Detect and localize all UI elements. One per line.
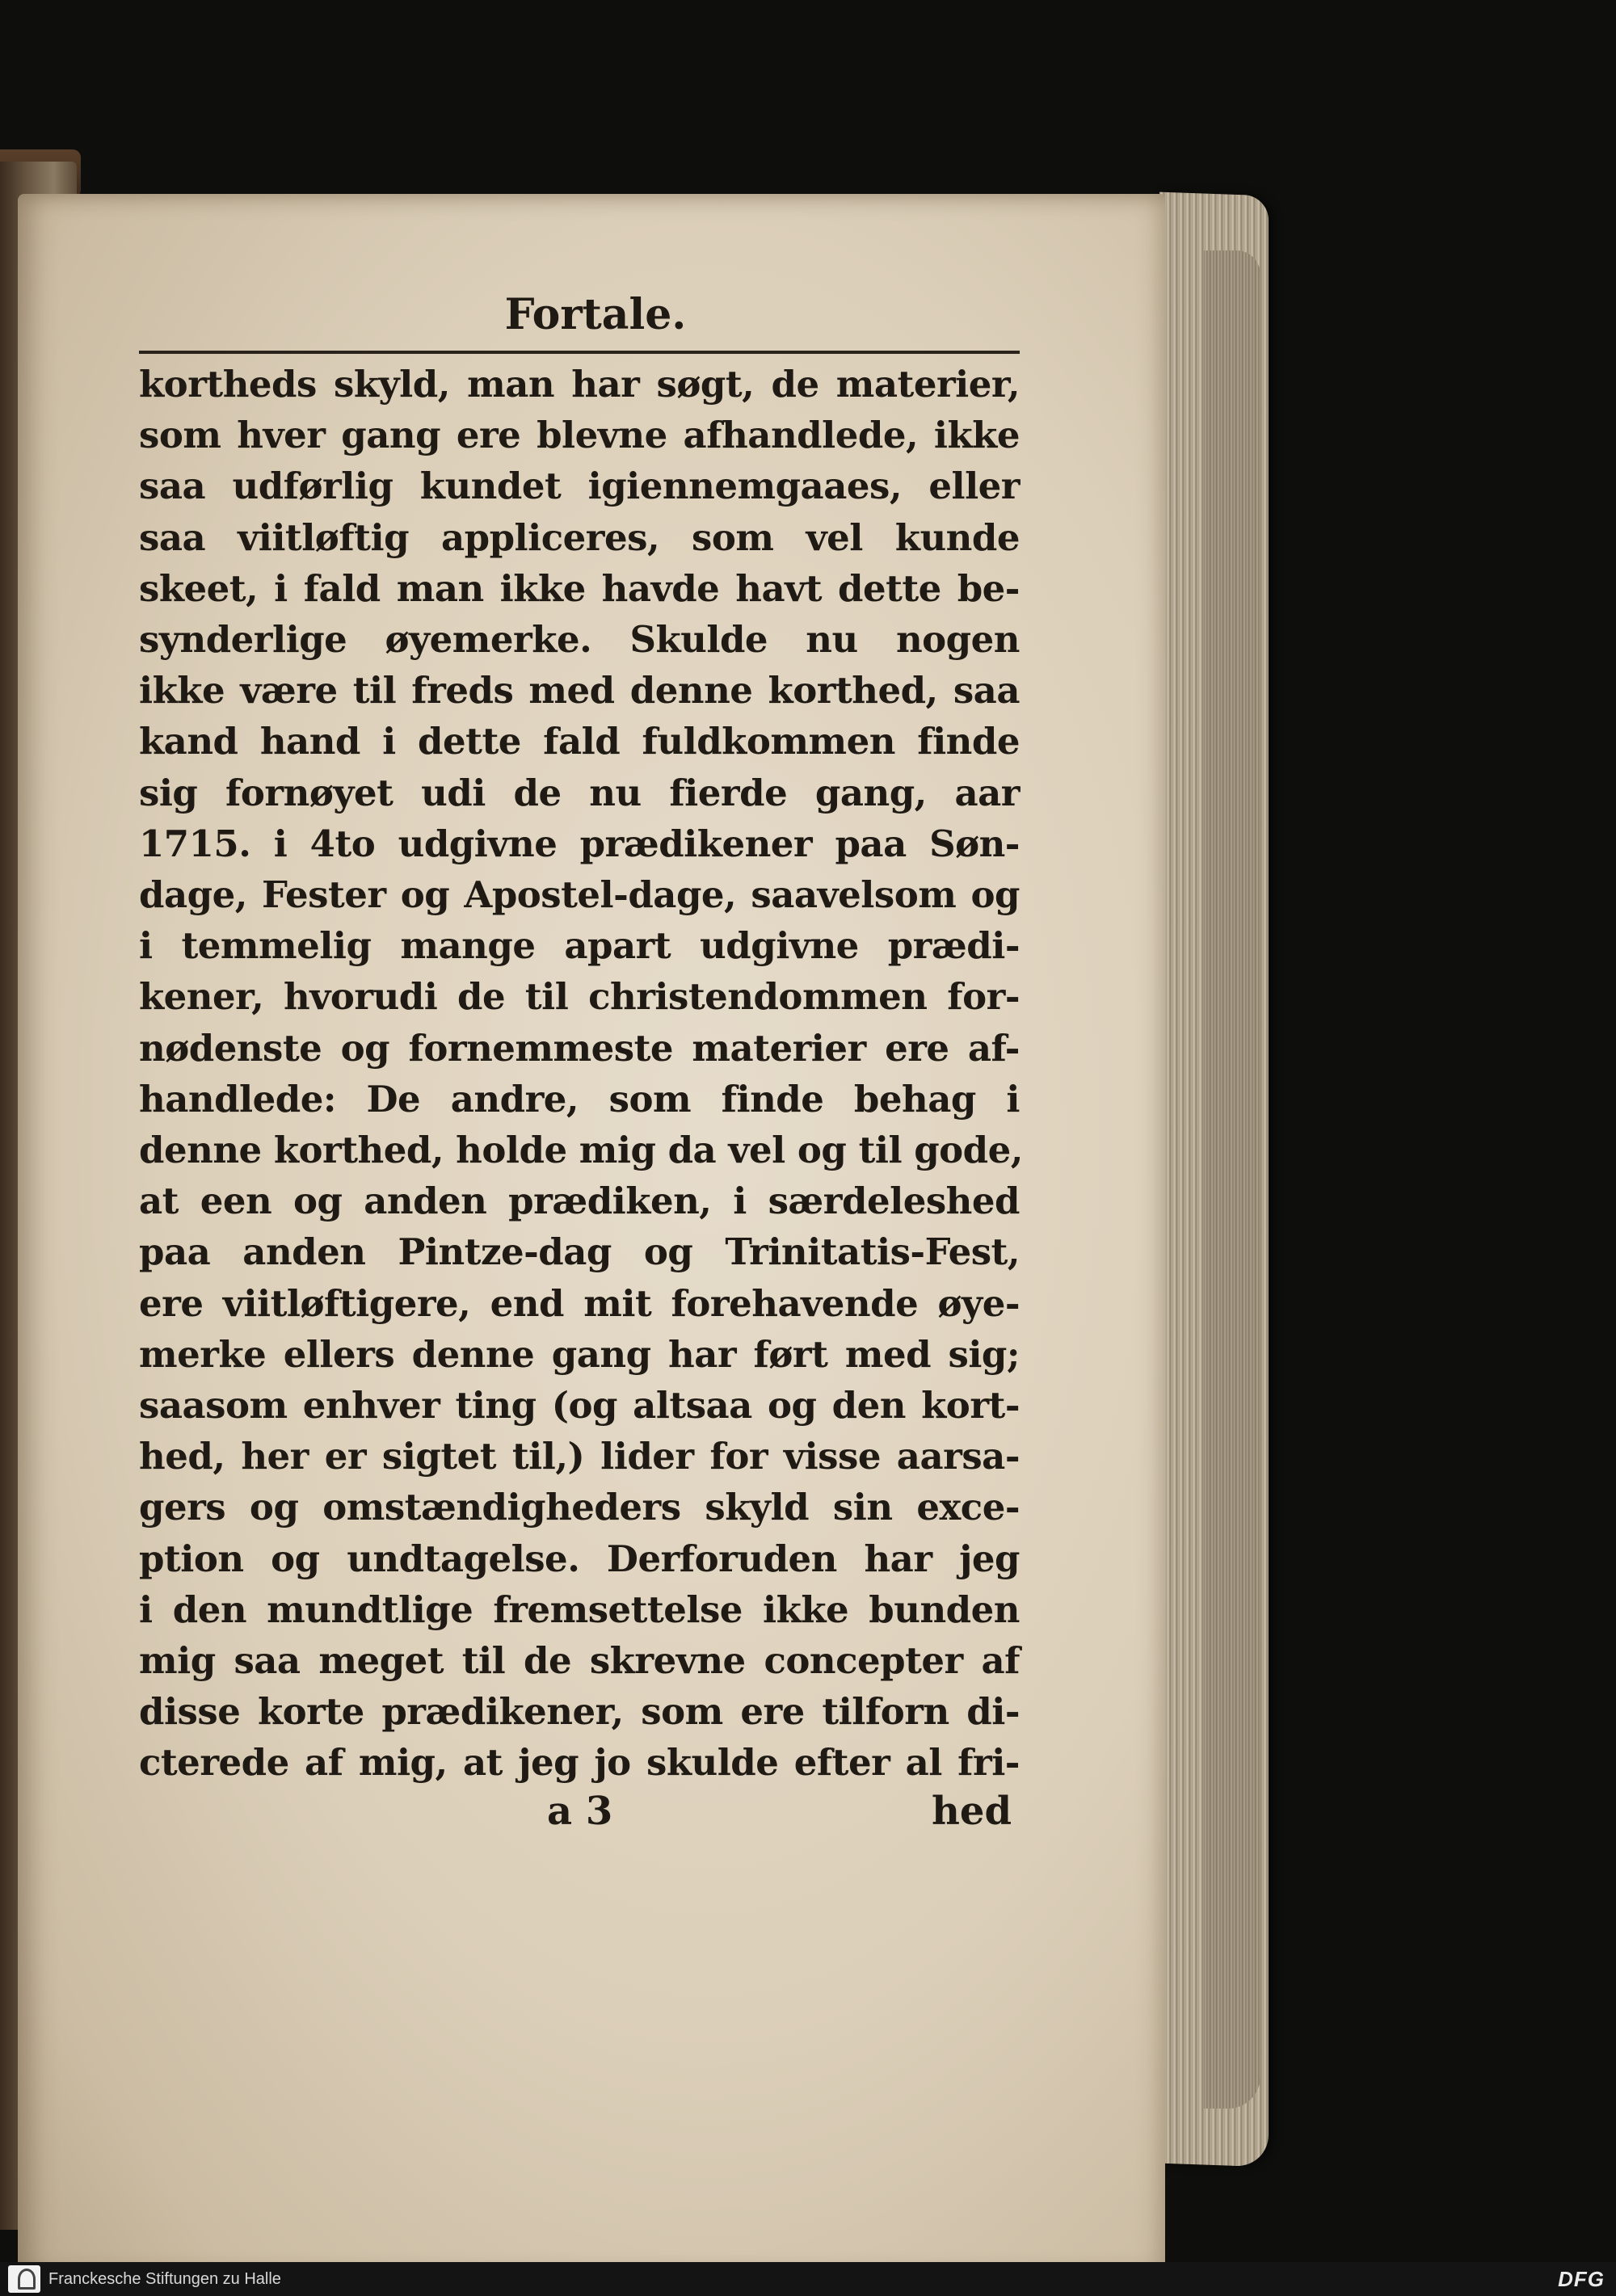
text-line-content: dage, Fester og Apostel-dage, saavelsom og: [139, 873, 1020, 917]
page-footer: [139, 1789, 1020, 1845]
text-line: [139, 869, 1020, 920]
text-line-content: ikke være til freds med denne korthed, saa: [139, 669, 1020, 713]
text-line-content: 1715. i 4to udgivne prædikener paa Søn-: [139, 822, 1020, 865]
text-line-content: som hver gang ere blevne afhandlede, ikke: [139, 414, 1020, 457]
text-line: [139, 614, 1020, 665]
text-block: [139, 290, 1023, 1845]
text-line: [139, 1686, 1020, 1737]
text-line-content: hed, her er sigtet til,) lider for visse aarsa-: [139, 1435, 1020, 1478]
text-line: [139, 1278, 1020, 1329]
text-line-content: kortheds skyld, man har søgt, de materier,: [139, 363, 1020, 406]
credit-bar: [0, 2262, 1616, 2296]
text-line: [139, 818, 1020, 869]
text-line: [139, 1125, 1023, 1175]
institution-name: Franckesche Stiftungen zu Halle: [48, 2270, 281, 2288]
text-line-content: mig saa meget til de skrevne concepter af: [139, 1639, 1020, 1683]
text-line: [139, 920, 1020, 971]
page-fore-edge-inner: [1204, 250, 1260, 2109]
text-line-content: ption og undtagelse. Derforuden har jeg: [139, 1537, 1020, 1580]
text-line-content: sig fornøyet udi de nu fierde gang, aar: [139, 771, 1020, 814]
text-line: [139, 1431, 1020, 1482]
text-line-content: disse korte prædikener, som ere tilforn di-: [139, 1690, 1020, 1734]
dfg-logo: DFG: [1558, 2267, 1605, 2291]
body-text: [139, 359, 1023, 1789]
text-line-content: ere viitløftigere, end mit forehavende øye-: [139, 1281, 1020, 1325]
text-line-content: i den mundtlige fremsettelse ikke bunden: [139, 1587, 1020, 1631]
text-line: [139, 1737, 1020, 1788]
text-line-content: saasom enhver ting (og altsaa og den kort-: [139, 1384, 1020, 1428]
text-line: [139, 767, 1020, 818]
text-line: [139, 1380, 1020, 1431]
text-line-content: skeet, i fald man ikke havde havt dette be-: [139, 566, 1020, 610]
text-line: [139, 1226, 1020, 1277]
text-line-content: denne korthed, holde mig da vel og til gode,: [139, 1129, 1023, 1172]
text-line-content: paa anden Pintze-dag og Trinitatis-Fest,: [139, 1230, 1020, 1274]
running-header: Fortale.: [504, 290, 687, 339]
text-line: [139, 563, 1020, 614]
text-line: [139, 971, 1020, 1022]
text-line-content: merke ellers denne gang har ført med sig;: [139, 1332, 1020, 1376]
text-line: [139, 1329, 1020, 1380]
text-line: [139, 1074, 1020, 1125]
text-line-content: gers og omstændigheders skyld sin exce-: [139, 1486, 1020, 1529]
text-line-content: nødenste og fornemmeste materier ere af-: [139, 1026, 1020, 1070]
text-line: [139, 512, 1020, 563]
text-line: [139, 1533, 1020, 1584]
text-line: [139, 1635, 1020, 1686]
text-line-content: cterede af mig, at jeg jo skulde efter al fri-: [139, 1741, 1020, 1785]
text-line: [139, 716, 1020, 767]
text-line: [139, 460, 1020, 511]
text-line-content: saa viitløftig appliceres, som vel kunde: [139, 515, 1020, 559]
text-line-content: synderlige øyemerke. Skulde nu nogen: [139, 618, 1020, 662]
text-line-content: handlede: De andre, som finde behag i: [139, 1077, 1020, 1121]
header-rule: [139, 351, 1020, 354]
text-line: [139, 359, 1020, 410]
institution-logo-icon: [8, 2265, 40, 2293]
catchword: hed: [932, 1788, 1012, 1834]
text-line-content: kand hand i dette fald fuldkommen finde: [139, 720, 1020, 763]
text-line-content: i temmelig mange apart udgivne prædi-: [139, 924, 1020, 968]
text-line: [139, 410, 1020, 460]
text-line-content: saa udførlig kundet igiennemgaaes, eller: [139, 465, 1020, 508]
text-line: [139, 1023, 1020, 1074]
signature-mark: a 3: [547, 1788, 613, 1834]
text-line-content: at een og anden prædiken, i særdeleshed: [139, 1180, 1020, 1223]
text-line-content: kener, hvorudi de til christendommen for-: [139, 975, 1020, 1019]
text-line: [139, 1482, 1020, 1533]
text-line: [139, 1175, 1020, 1226]
text-line: [139, 1584, 1020, 1635]
text-line: [139, 665, 1020, 716]
